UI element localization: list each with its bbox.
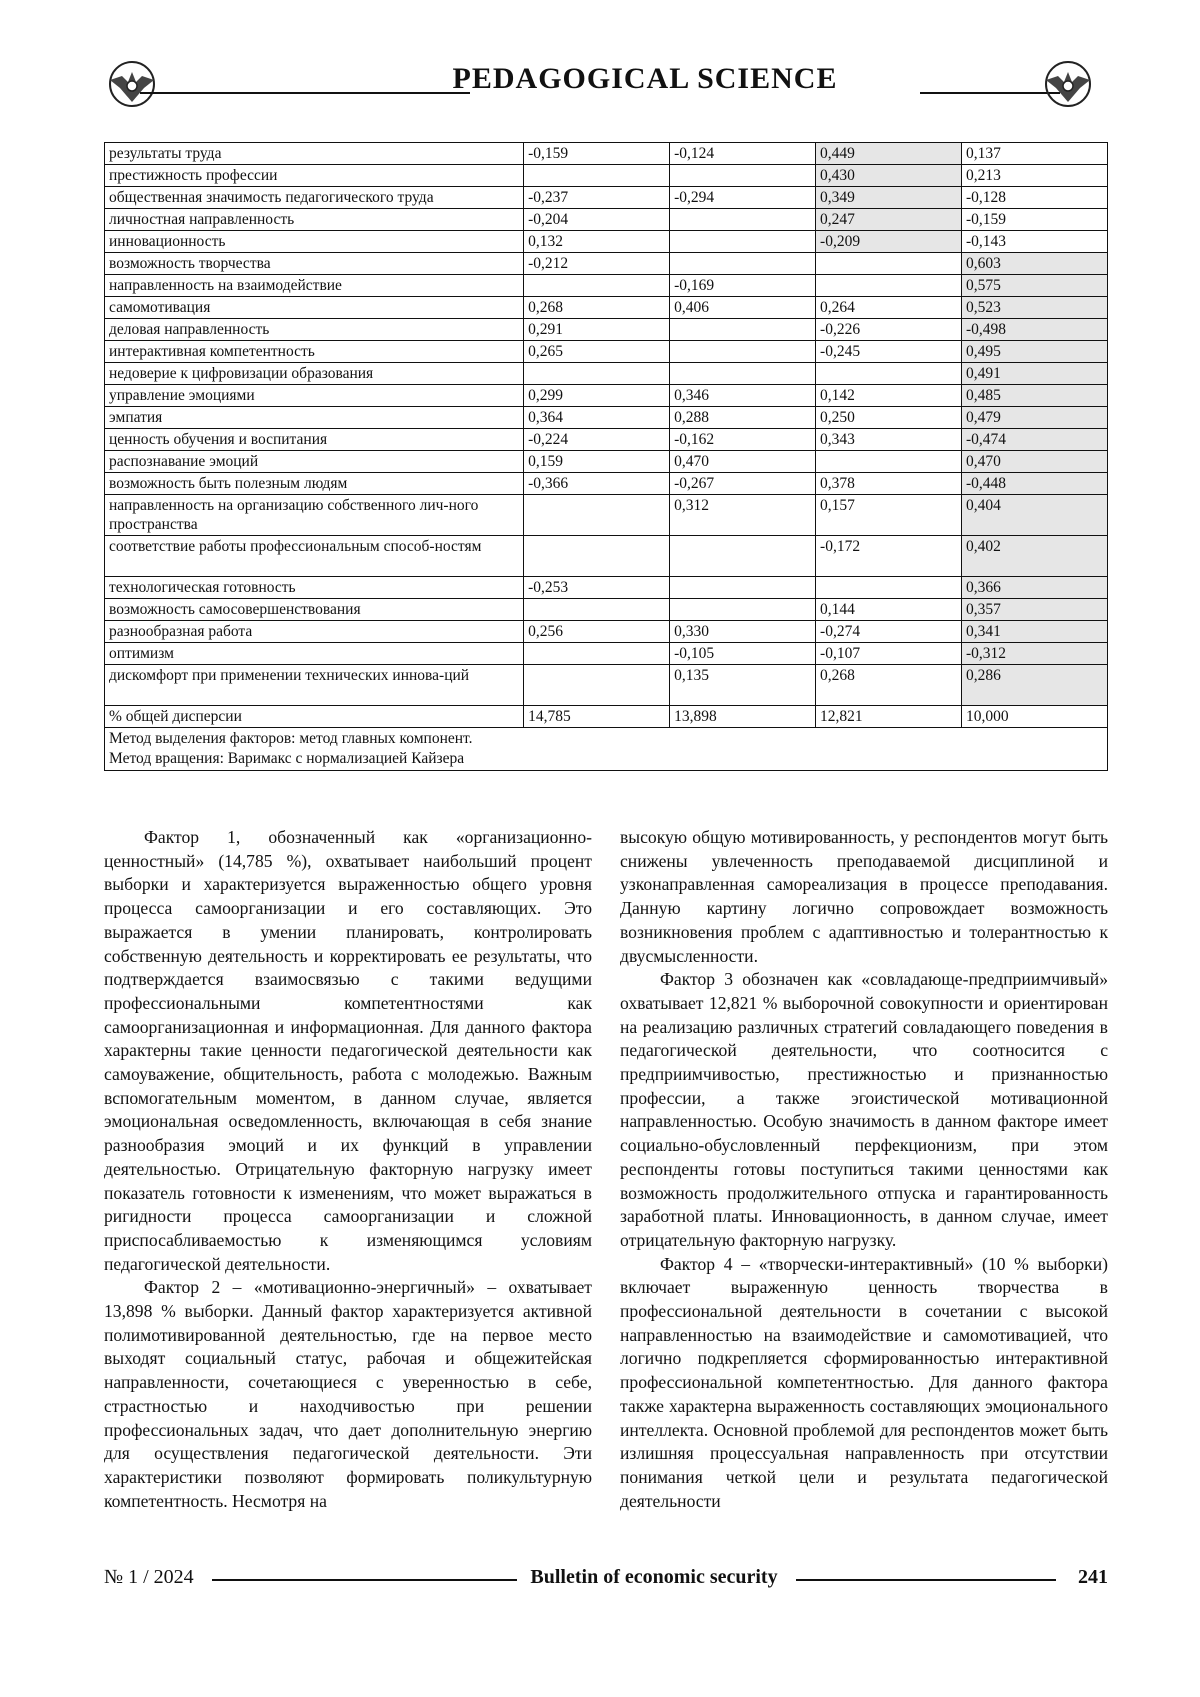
factor-2-value bbox=[670, 599, 816, 621]
row-label: общественная значимость педагогического труда bbox=[105, 187, 524, 209]
factor-4-value: 0,479 bbox=[961, 407, 1107, 429]
paragraph-factor-4: Фактор 4 – «творчески-интерактивный» (10 % выборки) включает выраженную ценность творчества в профессиональной деятельности в сочетании с высокой направленностью на взаимодействие и самомотивацией, что логично подкрепляется сформированностью интерактивной профессиональной компетентностью. Для данного фактора также характерна выраженность составляющих эмоционального интеллекта. Основной проблемой для респондентов может быть излишняя процессуальная направленность при отсутствии понимания четкой цели и результата педагогической деятельности bbox=[620, 1253, 1108, 1511]
factor-3-value bbox=[816, 363, 962, 385]
factor-2-value bbox=[670, 577, 816, 599]
factor-4-value: 0,603 bbox=[961, 253, 1107, 275]
table-note bbox=[105, 728, 1108, 771]
table-row bbox=[105, 143, 1108, 165]
factor-3-value: 0,430 bbox=[816, 165, 962, 187]
row-label: управление эмоциями bbox=[105, 385, 524, 407]
factor-4-value: 0,341 bbox=[961, 621, 1107, 643]
table-note-row bbox=[105, 728, 1108, 771]
table-row bbox=[105, 385, 1108, 407]
factor-3-value: 0,250 bbox=[816, 407, 962, 429]
factor-3-value: 0,343 bbox=[816, 429, 962, 451]
table-row bbox=[105, 253, 1108, 275]
row-label: недоверие к цифровизации образования bbox=[105, 363, 524, 385]
factor-2-value: 0,312 bbox=[670, 495, 816, 536]
factor-3-value: 0,268 bbox=[816, 665, 962, 706]
factor-4-value: -0,498 bbox=[961, 319, 1107, 341]
factor-4-value: 0,575 bbox=[961, 275, 1107, 297]
table-row bbox=[105, 473, 1108, 495]
factor-2-value: -0,162 bbox=[670, 429, 816, 451]
factor-1-value bbox=[524, 599, 670, 621]
factor-2-value: 0,346 bbox=[670, 385, 816, 407]
table-row bbox=[105, 407, 1108, 429]
row-label: технологическая готовность bbox=[105, 577, 524, 599]
factor-2-value: 0,135 bbox=[670, 665, 816, 706]
factor-4-value: 0,213 bbox=[961, 165, 1107, 187]
factor-1-value: -0,212 bbox=[524, 253, 670, 275]
row-label: распознавание эмоций bbox=[105, 451, 524, 473]
table-row bbox=[105, 231, 1108, 253]
paragraph-factor-2: Фактор 2 – «мотивационно-энергичный» – охватывает 13,898 % выборки. Данный фактор характеризуется активной полимотивированной деятельностью, где на первое место выходят социальный статус, рабочая и общежитейская направленности, сочетающиеся с уверенностью в себе, страстностью и находчивостью при решении профессиональных задач, что дает дополнительную энергию для осуществления педагогической деятельности. Эти характеристики позволяют формировать поликультурную компетентность. Несмотря на bbox=[104, 1277, 592, 1511]
table-row bbox=[105, 706, 1108, 728]
factor-2-value: 0,470 bbox=[670, 451, 816, 473]
factor-1-value bbox=[524, 536, 670, 577]
factor-3-value: -0,226 bbox=[816, 319, 962, 341]
paragraph-factor-1: Фактор 1, обозначенный как «организационно-ценностный» (14,785 %), охватывает наибольший процент выборки и характеризуется выраженностью общего уровня процесса самоорганизации и его составляющих. Это выражается в умении планировать, контролировать собственную деятельность и корректировать ее результаты, что подтверждается взаимосвязью с такими ведущими профессиональными компетентностями как самоорганизационная и информационная. Для данного фактора характерны такие ценности педагогической деятельности как самоуважение, общительность, работа с молодежью. Важным вспомогательным моментом, в данном случае, является эмоциональная осведомленность, включающая в себя знание разнообразия эмоций и их функций в управлении деятельностью. Отрицательную факторную нагрузку имеет показатель готовности к изменениям, что может выражаться в ригидности процесса самоорганизации и сложной приспосабливаемостью к изменяющимся условиям педагогической деятельности. bbox=[104, 827, 592, 1274]
factor-3-value: 0,144 bbox=[816, 599, 962, 621]
factor-2-value bbox=[670, 363, 816, 385]
table-row bbox=[105, 599, 1108, 621]
factor-4-value: -0,143 bbox=[961, 231, 1107, 253]
factor-2-value bbox=[670, 341, 816, 363]
factor-4-value: 10,000 bbox=[961, 706, 1107, 728]
table-row bbox=[105, 495, 1108, 536]
factor-4-value: 0,286 bbox=[961, 665, 1107, 706]
factor-2-value bbox=[670, 209, 816, 231]
factor-4-value: 0,357 bbox=[961, 599, 1107, 621]
factor-1-value: 14,785 bbox=[524, 706, 670, 728]
factor-4-value: -0,474 bbox=[961, 429, 1107, 451]
row-label: направленность на организацию собственного лич-ного пространства bbox=[105, 495, 524, 536]
row-label: самомотивация bbox=[105, 297, 524, 319]
factor-1-value: -0,159 bbox=[524, 143, 670, 165]
factor-1-value: 0,159 bbox=[524, 451, 670, 473]
factor-4-value: 0,491 bbox=[961, 363, 1107, 385]
rotation-method-note: Метод вращения: Варимакс с нормализацией Кайзера bbox=[109, 750, 465, 767]
factor-2-value: -0,105 bbox=[670, 643, 816, 665]
row-label: возможность быть полезным людям bbox=[105, 473, 524, 495]
row-label: престижность профессии bbox=[105, 165, 524, 187]
factor-2-value: -0,294 bbox=[670, 187, 816, 209]
factor-4-value: -0,448 bbox=[961, 473, 1107, 495]
factor-1-value bbox=[524, 665, 670, 706]
factor-3-value: -0,107 bbox=[816, 643, 962, 665]
factor-2-value bbox=[670, 165, 816, 187]
left-column bbox=[104, 826, 592, 1513]
table-row bbox=[105, 451, 1108, 473]
row-label: инновационность bbox=[105, 231, 524, 253]
factor-3-value: 0,142 bbox=[816, 385, 962, 407]
section-title: PEDAGOGICAL SCIENCE bbox=[452, 62, 838, 95]
journal-name: Bulletin of economic security bbox=[530, 1566, 778, 1588]
table-row bbox=[105, 165, 1108, 187]
factor-loadings-table bbox=[104, 142, 1108, 771]
factor-1-value bbox=[524, 363, 670, 385]
factor-4-value: 0,366 bbox=[961, 577, 1107, 599]
factor-4-value: 0,404 bbox=[961, 495, 1107, 536]
factor-2-value: -0,169 bbox=[670, 275, 816, 297]
factor-3-value bbox=[816, 451, 962, 473]
table-row bbox=[105, 643, 1108, 665]
factor-1-value bbox=[524, 643, 670, 665]
factor-4-value: 0,495 bbox=[961, 341, 1107, 363]
eagle-emblem-icon bbox=[1036, 52, 1100, 116]
factor-2-value: 13,898 bbox=[670, 706, 816, 728]
table-row bbox=[105, 536, 1108, 577]
page-header bbox=[100, 52, 1100, 112]
factor-4-value: 0,523 bbox=[961, 297, 1107, 319]
row-label: эмпатия bbox=[105, 407, 524, 429]
right-column bbox=[620, 826, 1108, 1513]
row-label: % общей дисперсии bbox=[105, 706, 524, 728]
factor-4-value: 0,137 bbox=[961, 143, 1107, 165]
factor-1-value bbox=[524, 495, 670, 536]
factor-3-value: -0,172 bbox=[816, 536, 962, 577]
factor-1-value: -0,366 bbox=[524, 473, 670, 495]
factor-2-value bbox=[670, 253, 816, 275]
factor-1-value: 0,256 bbox=[524, 621, 670, 643]
table-row bbox=[105, 341, 1108, 363]
table-row bbox=[105, 209, 1108, 231]
row-label: интерактивная компетентность bbox=[105, 341, 524, 363]
row-label: направленность на взаимодействие bbox=[105, 275, 524, 297]
factor-2-value bbox=[670, 536, 816, 577]
row-label: соответствие работы профессиональным способ-ностям bbox=[105, 536, 524, 577]
factor-2-value: 0,330 bbox=[670, 621, 816, 643]
factor-3-value bbox=[816, 577, 962, 599]
factor-1-value: -0,224 bbox=[524, 429, 670, 451]
row-label: результаты труда bbox=[105, 143, 524, 165]
page-footer bbox=[104, 1566, 1108, 1596]
factor-2-value bbox=[670, 319, 816, 341]
factor-4-value: -0,312 bbox=[961, 643, 1107, 665]
factor-1-value bbox=[524, 275, 670, 297]
footer-rule-right bbox=[796, 1579, 1056, 1581]
factor-2-value: 0,288 bbox=[670, 407, 816, 429]
table-row bbox=[105, 429, 1108, 451]
factor-3-value: -0,209 bbox=[816, 231, 962, 253]
table-row bbox=[105, 297, 1108, 319]
factor-3-value bbox=[816, 253, 962, 275]
table-row bbox=[105, 363, 1108, 385]
eagle-emblem-icon bbox=[100, 52, 164, 116]
factor-4-value: -0,159 bbox=[961, 209, 1107, 231]
row-label: возможность самосовершенствования bbox=[105, 599, 524, 621]
factor-2-value: -0,124 bbox=[670, 143, 816, 165]
row-label: деловая направленность bbox=[105, 319, 524, 341]
table-row bbox=[105, 319, 1108, 341]
row-label: разнообразная работа bbox=[105, 621, 524, 643]
factor-4-value: -0,128 bbox=[961, 187, 1107, 209]
factor-4-value: 0,470 bbox=[961, 451, 1107, 473]
row-label: дискомфорт при применении технических иннова-ций bbox=[105, 665, 524, 706]
factor-1-value: 0,291 bbox=[524, 319, 670, 341]
table-row bbox=[105, 621, 1108, 643]
page-number: 241 bbox=[1078, 1566, 1108, 1588]
factor-2-value bbox=[670, 231, 816, 253]
table-row bbox=[105, 187, 1108, 209]
paragraph-continued: высокую общую мотивированность, у респондентов могут быть снижены увлеченность преподаваемой дисциплиной и узконаправленная самореализация в процессе преподавания. Данную картину логично сопровождает возможность возникновения проблем с адаптивностью и толерантностью к двусмысленности. bbox=[620, 827, 1108, 966]
extraction-method-note: Метод выделения факторов: метод главных компонент. bbox=[109, 730, 473, 747]
factor-4-value: 0,485 bbox=[961, 385, 1107, 407]
table-row bbox=[105, 577, 1108, 599]
factor-3-value: 0,349 bbox=[816, 187, 962, 209]
factor-3-value: 0,157 bbox=[816, 495, 962, 536]
row-label: личностная направленность bbox=[105, 209, 524, 231]
factor-1-value: -0,204 bbox=[524, 209, 670, 231]
table-row bbox=[105, 665, 1108, 706]
factor-1-value: 0,299 bbox=[524, 385, 670, 407]
factor-3-value: 0,449 bbox=[816, 143, 962, 165]
factor-3-value: -0,274 bbox=[816, 621, 962, 643]
paragraph-factor-3: Фактор 3 обозначен как «совладающе-предприимчивый» охватывает 12,821 % выборочной совокупности и ориентирован на реализацию различных стратегий совладающего поведения в педагогической деятельности, что соотносится с предприимчивостью, престижностью и признанностью профессии, а также эгоистической мотивационной направленностью. Особую значимость в данном факторе имеет социально-обусловленный перфекционизм, при этом респонденты готовы поступиться такими ценностями как возможность продолжительного отпуска и гарантированность заработной платы. Инновационность, в данном случае, имеет отрицательную факторную нагрузку. bbox=[620, 969, 1108, 1250]
factor-3-value bbox=[816, 275, 962, 297]
factor-2-value: -0,267 bbox=[670, 473, 816, 495]
factor-3-value: -0,245 bbox=[816, 341, 962, 363]
factor-3-value: 0,378 bbox=[816, 473, 962, 495]
factor-1-value: -0,237 bbox=[524, 187, 670, 209]
factor-4-value: 0,402 bbox=[961, 536, 1107, 577]
row-label: возможность творчества bbox=[105, 253, 524, 275]
table-row bbox=[105, 275, 1108, 297]
factor-3-value: 0,264 bbox=[816, 297, 962, 319]
issue-number: № 1 / 2024 bbox=[104, 1566, 194, 1588]
row-label: оптимизм bbox=[105, 643, 524, 665]
factor-1-value: -0,253 bbox=[524, 577, 670, 599]
factor-3-value: 12,821 bbox=[816, 706, 962, 728]
factor-1-value: 0,265 bbox=[524, 341, 670, 363]
factor-1-value bbox=[524, 165, 670, 187]
factor-2-value: 0,406 bbox=[670, 297, 816, 319]
row-label: ценность обучения и воспитания bbox=[105, 429, 524, 451]
factor-1-value: 0,364 bbox=[524, 407, 670, 429]
factor-1-value: 0,268 bbox=[524, 297, 670, 319]
factor-1-value: 0,132 bbox=[524, 231, 670, 253]
factor-3-value: 0,247 bbox=[816, 209, 962, 231]
